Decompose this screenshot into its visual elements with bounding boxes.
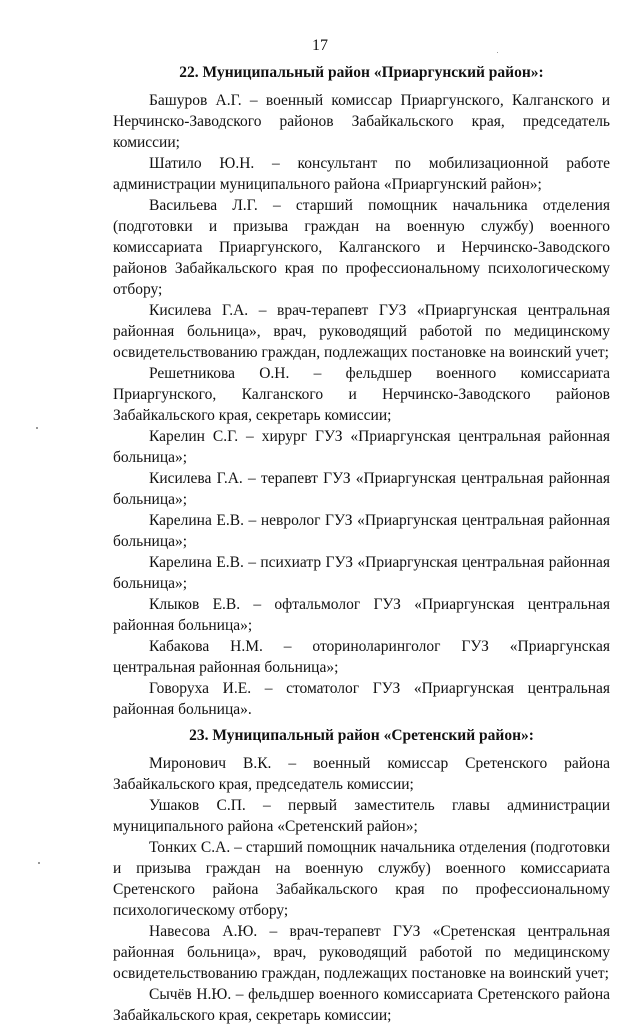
entry-klykov-ophthalmologist: Клыков Е.В. – офтальмолог ГУЗ «Приаргунская центральная районная больница»; <box>113 596 610 634</box>
entry-kabakova-ent: Кабакова Н.М. – оториноларинголог ГУЗ «Приаргунская центральная районная больница»; <box>113 638 610 676</box>
entry-karelina-psychiatrist: Карелина Е.В. – психиатр ГУЗ «Приаргунская центральная районная больница»; <box>113 554 610 592</box>
entry-kisileva-therapist: Кисилева Г.А. – терапевт ГУЗ «Приаргунская центральная районная больница»; <box>113 470 610 508</box>
entry-karelina-neurologist: Карелина Е.В. – невролог ГУЗ «Приаргунская центральная районная больница»; <box>113 512 610 550</box>
entry-govorukha-dentist: Говоруха И.Е. – стоматолог ГУЗ «Приаргунская центральная районная больница». <box>113 680 610 718</box>
scan-speck <box>497 52 498 53</box>
entry-vasilyeva: Васильева Л.Г. – старший помощник начальника отделения (подготовки и призыва граждан на военную службу) военного комиссариата Приаргунского, Калганского и Нерчинско-Заводского районов Забайкальского края по профессиональному психологическому отбору; <box>113 197 610 298</box>
section-heading-priargunsky: 22. Муниципальный район «Приаргунский район»: <box>179 64 544 81</box>
entry-tonkikh: Тонких С.А. – старший помощник начальника отделения (подготовки и призыва граждан на военную службу) военного комиссариата Сретенского района Забайкальского края по профессиональному психологическому отбору; <box>113 839 610 919</box>
entry-mironovich: Миронович В.К. – военный комиссар Сретенского района Забайкальского края, председатель комиссии; <box>113 755 610 793</box>
entry-bashurov: Башуров А.Г. – военный комиссар Приаргунского, Калганского и Нерчинско-Заводского районов Забайкальского края, председатель комиссии; <box>113 92 610 151</box>
page-number: 17 <box>312 37 328 54</box>
entry-reshetnikova: Решетникова О.Н. – фельдшер военного комиссариата Приаргунского, Калганского и Нерчинско-Заводского районов Забайкальского края, секретарь комиссии; <box>113 365 610 424</box>
scan-speck <box>36 427 38 429</box>
entry-kisileva-therapist-lead: Кисилева Г.А. – врач-терапевт ГУЗ «Приаргунская центральная районная больница», врач, руководящий работой по медицинскому освидетельствованию граждан, подлежащих постановке на воинский учет; <box>113 302 610 361</box>
document-body <box>113 62 610 1026</box>
section-heading-sretensky: 23. Муниципальный район «Сретенский район»: <box>189 727 534 744</box>
entry-navesova: Навесова А.Ю. – врач-терапевт ГУЗ «Сретенская центральная районная больница», врач, руководящий работой по медицинскому освидетельствованию граждан, подлежащих постановке на воинский учет; <box>113 923 610 982</box>
entry-karelin-surgeon: Карелин С.Г. – хирург ГУЗ «Приаргунская центральная районная больница»; <box>113 428 610 466</box>
scan-speck <box>38 862 40 864</box>
entry-shatilo: Шатило Ю.Н. – консультант по мобилизационной работе администрации муниципального района «Приаргунский район»; <box>113 155 610 193</box>
entry-ushakov: Ушаков С.П. – первый заместитель главы администрации муниципального района «Сретенский район»; <box>113 797 610 835</box>
entry-sychev: Сычёв Н.Ю. – фельдшер военного комиссариата Сретенского района Забайкальского края, секретарь комиссии; <box>113 986 610 1024</box>
